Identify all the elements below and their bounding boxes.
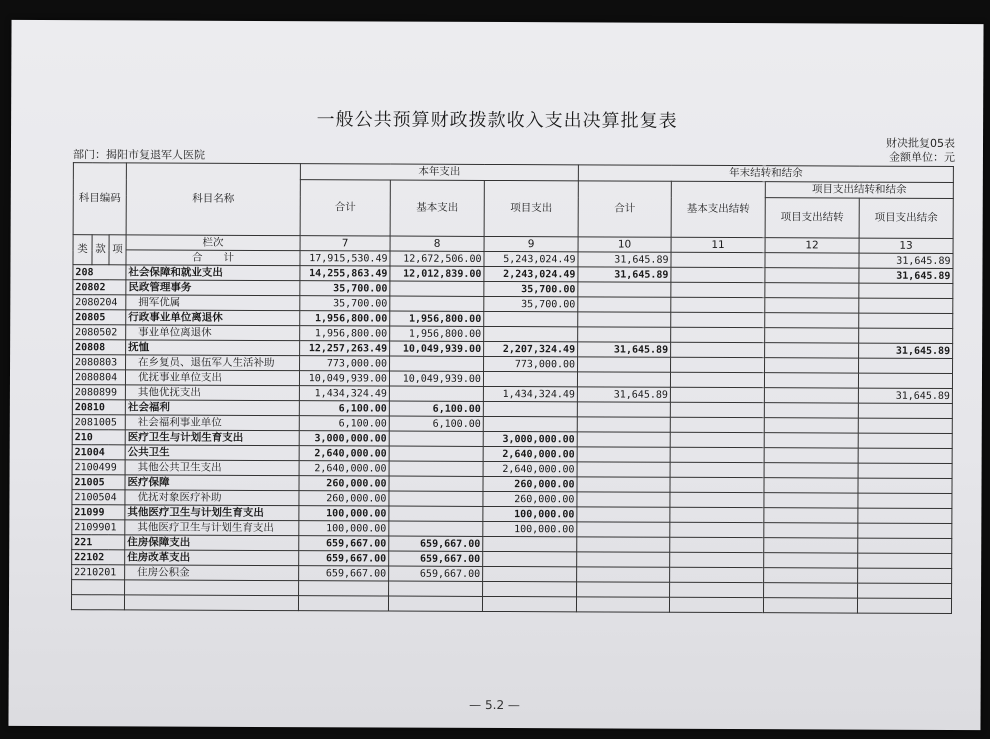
header-name: 科目名称 <box>126 163 300 236</box>
amount-cell <box>764 418 858 433</box>
header-total: 合计 <box>300 180 390 236</box>
amount-cell: 100,000.00 <box>299 521 389 536</box>
total-cell <box>671 252 765 267</box>
amount-cell <box>484 326 578 341</box>
amount-cell: 2,640,000.00 <box>299 461 389 476</box>
total-cell: 17,915,530.49 <box>300 251 390 266</box>
amount-cell <box>578 357 671 372</box>
subject-code: 20805 <box>73 310 126 325</box>
document-page <box>8 20 983 730</box>
amount-cell: 12,012,839.00 <box>390 266 484 281</box>
subject-name: 社会福利 <box>125 400 299 416</box>
amount-cell: 2,640,000.00 <box>483 461 577 476</box>
total-cell: 5,243,024.49 <box>484 251 578 266</box>
amount-cell <box>765 283 859 298</box>
amount-cell <box>764 583 858 598</box>
header-project: 项目支出 <box>484 180 578 236</box>
amount-cell <box>764 493 858 508</box>
subject-name: 公共卫生 <box>125 445 299 461</box>
total-cell: 31,645.89 <box>859 253 953 268</box>
col-num-11: 11 <box>671 237 765 252</box>
amount-cell: 773,000.00 <box>484 356 578 371</box>
subject-code: 2081005 <box>72 415 125 430</box>
amount-cell <box>299 581 389 596</box>
subject-name <box>125 580 299 596</box>
subject-name: 其他医疗卫生与计划生育支出 <box>125 520 299 536</box>
amount-cell <box>483 536 577 551</box>
amount-cell: 659,667.00 <box>389 566 483 581</box>
amount-cell <box>483 371 577 386</box>
amount-cell <box>389 581 483 596</box>
amount-cell <box>298 596 388 611</box>
amount-cell <box>859 328 953 343</box>
amount-cell <box>390 281 484 296</box>
subject-name: 民政管理事务 <box>126 280 300 296</box>
amount-cell <box>577 447 670 462</box>
amount-cell <box>858 583 952 598</box>
subject-code: 2100504 <box>72 490 125 505</box>
subject-code: 2080804 <box>72 370 125 385</box>
amount-cell <box>670 432 764 447</box>
amount-cell <box>576 597 669 612</box>
subject-name: 社会福利事业单位 <box>125 415 299 431</box>
amount-cell <box>577 372 670 387</box>
amount-cell <box>670 402 764 417</box>
header-current-year: 本年支出 <box>300 164 578 181</box>
amount-cell: 31,645.89 <box>859 343 953 358</box>
subject-name: 住房公积金 <box>125 565 299 581</box>
subject-name: 在乡复员、退伍军人生活补助 <box>126 355 300 371</box>
subject-code: 2080204 <box>73 295 126 310</box>
amount-cell <box>764 448 858 463</box>
amount-cell <box>578 312 671 327</box>
amount-cell <box>389 461 483 476</box>
amount-cell: 31,645.89 <box>858 388 952 403</box>
amount-cell <box>670 447 764 462</box>
amount-cell <box>670 552 764 567</box>
amount-cell: 659,667.00 <box>299 551 389 566</box>
amount-cell <box>858 493 952 508</box>
amount-cell: 773,000.00 <box>300 356 390 371</box>
amount-cell: 2,640,000.00 <box>483 446 577 461</box>
subject-code: 2080899 <box>72 385 125 400</box>
subject-code: 20802 <box>73 280 126 295</box>
form-id: 财决批复05表 <box>885 136 956 151</box>
amount-cell <box>670 522 764 537</box>
subject-code: 221 <box>72 535 125 550</box>
total-cell: 12,672,506.00 <box>390 251 484 266</box>
amount-cell: 6,100.00 <box>389 401 483 416</box>
subject-code: 21099 <box>72 505 125 520</box>
amount-cell <box>671 357 765 372</box>
amount-cell: 12,257,263.49 <box>300 341 390 356</box>
amount-cell <box>764 553 858 568</box>
amount-cell: 10,049,939.00 <box>390 341 484 356</box>
subject-code <box>72 580 125 595</box>
amount-cell <box>483 401 577 416</box>
amount-cell: 6,100.00 <box>389 416 483 431</box>
amount-cell <box>858 538 952 553</box>
subject-name: 其他公共卫生支出 <box>125 460 299 476</box>
amount-cell: 100,000.00 <box>299 506 389 521</box>
amount-cell <box>670 537 764 552</box>
amount-cell <box>671 312 765 327</box>
page-title: 一般公共预算财政拨款收入支出决算批复表 <box>316 109 678 132</box>
amount-cell <box>577 492 670 507</box>
amount-cell <box>764 463 858 478</box>
subject-code: 2210201 <box>72 565 125 580</box>
header-ye-proj-surplus: 项目支出结余 <box>859 198 953 238</box>
amount-cell <box>577 567 670 582</box>
amount-cell <box>577 582 670 597</box>
amount-cell: 3,000,000.00 <box>299 431 389 446</box>
amount-cell <box>858 433 952 448</box>
amount-cell <box>763 598 857 613</box>
amount-cell: 100,000.00 <box>483 506 577 521</box>
amount-cell <box>483 581 577 596</box>
subject-name: 行政事业单位离退休 <box>126 310 300 326</box>
header-lei: 类 <box>73 235 92 265</box>
amount-cell: 3,000,000.00 <box>483 431 577 446</box>
amount-cell: 1,434,324.49 <box>299 386 389 401</box>
amount-cell: 35,700.00 <box>300 296 390 311</box>
header-code: 科目编码 <box>73 163 126 235</box>
amount-cell <box>670 492 764 507</box>
header-year-end: 年末结转和结余 <box>578 165 953 183</box>
amount-cell <box>483 551 577 566</box>
amount-cell <box>859 358 953 373</box>
col-num-8: 8 <box>390 236 484 251</box>
amount-cell <box>389 431 483 446</box>
amount-cell <box>765 358 859 373</box>
amount-cell <box>388 596 482 611</box>
subject-code: 208 <box>73 265 126 280</box>
amount-cell <box>765 343 859 358</box>
amount-cell: 1,956,800.00 <box>390 311 484 326</box>
amount-cell <box>858 403 952 418</box>
page-number: — 5.2 — <box>469 697 520 713</box>
amount-cell: 260,000.00 <box>483 491 577 506</box>
amount-cell: 31,645.89 <box>859 268 953 283</box>
subject-code: 22102 <box>72 550 125 565</box>
subject-name: 住房保障支出 <box>125 535 299 551</box>
amount-cell: 260,000.00 <box>299 491 389 506</box>
amount-cell <box>577 552 670 567</box>
amount-cell <box>764 433 858 448</box>
amount-cell: 659,667.00 <box>299 536 389 551</box>
amount-cell <box>671 342 765 357</box>
subject-code: 2080502 <box>73 325 126 340</box>
amount-cell: 6,100.00 <box>299 401 389 416</box>
amount-cell <box>858 553 952 568</box>
amount-cell <box>577 507 670 522</box>
amount-cell <box>858 373 952 388</box>
amount-cell <box>671 282 765 297</box>
amount-cell <box>389 521 483 536</box>
header-ye-proj-carry: 项目支出结转 <box>765 198 859 238</box>
amount-cell <box>389 491 483 506</box>
amount-cell: 10,049,939.00 <box>389 371 483 386</box>
amount-cell <box>389 476 483 491</box>
subject-code: 21005 <box>72 475 125 490</box>
amount-cell: 1,434,324.49 <box>483 386 577 401</box>
amount-cell <box>858 418 952 433</box>
amount-cell <box>577 522 670 537</box>
amount-cell <box>670 372 764 387</box>
col-num-12: 12 <box>765 238 859 253</box>
col-num-7: 7 <box>300 236 390 251</box>
header-ye-total: 合计 <box>578 181 671 237</box>
amount-cell <box>670 477 764 492</box>
form-info <box>886 137 955 165</box>
amount-cell <box>670 387 764 402</box>
amount-cell <box>765 328 859 343</box>
subject-name: 优抚事业单位支出 <box>125 370 299 386</box>
amount-cell <box>765 268 859 283</box>
budget-table <box>71 162 954 614</box>
subject-name: 其他医疗卫生与计划生育支出 <box>125 505 299 521</box>
amount-cell: 6,100.00 <box>299 416 389 431</box>
amount-cell <box>670 507 764 522</box>
amount-cell <box>764 523 858 538</box>
amount-cell <box>858 478 952 493</box>
amount-cell <box>858 448 952 463</box>
col-num-13: 13 <box>859 238 953 253</box>
amount-cell <box>389 506 483 521</box>
amount-cell: 31,645.89 <box>577 387 670 402</box>
amount-cell <box>670 462 764 477</box>
amount-cell <box>670 582 764 597</box>
amount-cell: 31,645.89 <box>578 267 671 282</box>
header-project-carry: 项目支出结转和结余 <box>765 182 953 199</box>
amount-cell <box>670 417 764 432</box>
amount-cell <box>577 477 670 492</box>
amount-cell: 35,700.00 <box>484 281 578 296</box>
amount-cell <box>483 566 577 581</box>
amount-cell: 1,956,800.00 <box>300 311 390 326</box>
amount-cell <box>577 462 670 477</box>
amount-cell <box>389 386 483 401</box>
amount-cell <box>671 267 765 282</box>
amount-cell <box>483 416 577 431</box>
subject-name: 优抚对象医疗补助 <box>125 490 299 506</box>
total-cell <box>765 253 859 268</box>
amount-cell <box>858 508 952 523</box>
subject-name: 医疗保障 <box>125 475 299 491</box>
amount-cell <box>858 523 952 538</box>
amount-cell: 659,667.00 <box>389 536 483 551</box>
unit-label: 金额单位：元 <box>888 150 955 165</box>
subject-name: 医疗卫生与计划生育支出 <box>125 430 299 446</box>
amount-cell: 35,700.00 <box>300 281 390 296</box>
subject-name: 拥军优属 <box>126 295 300 311</box>
amount-cell <box>578 282 671 297</box>
amount-cell: 659,667.00 <box>299 566 389 581</box>
amount-cell <box>578 297 671 312</box>
amount-cell <box>482 596 576 611</box>
amount-cell <box>577 537 670 552</box>
amount-cell: 10,049,939.00 <box>299 371 389 386</box>
amount-cell <box>857 598 951 613</box>
amount-cell: 659,667.00 <box>389 551 483 566</box>
amount-cell: 31,645.89 <box>578 342 671 357</box>
amount-cell: 1,956,800.00 <box>300 326 390 341</box>
header-basic: 基本支出 <box>390 180 484 236</box>
subject-name: 事业单位离退休 <box>126 325 300 341</box>
amount-cell <box>578 327 671 342</box>
amount-cell: 14,255,863.49 <box>300 266 390 281</box>
amount-cell <box>765 298 859 313</box>
amount-cell <box>859 313 953 328</box>
amount-cell <box>765 313 859 328</box>
amount-cell <box>764 508 858 523</box>
amount-cell: 260,000.00 <box>299 476 389 491</box>
header-ye-basic: 基本支出结转 <box>671 181 765 237</box>
total-row-label: 合 计 <box>126 250 300 266</box>
amount-cell <box>858 463 952 478</box>
amount-cell <box>764 478 858 493</box>
amount-cell <box>764 373 858 388</box>
subject-code: 2100499 <box>72 460 125 475</box>
amount-cell: 100,000.00 <box>483 521 577 536</box>
amount-cell <box>764 403 858 418</box>
amount-cell: 2,640,000.00 <box>299 446 389 461</box>
total-cell: 31,645.89 <box>578 252 671 267</box>
header-kuan: 款 <box>92 235 109 265</box>
col-num-10: 10 <box>578 237 671 252</box>
department-label: 部门：揭阳市复退军人医院 <box>72 148 205 162</box>
amount-cell <box>484 311 578 326</box>
subject-name <box>124 595 298 611</box>
header-xiang: 项 <box>109 235 126 265</box>
subject-code: 2080803 <box>73 355 126 370</box>
amount-cell <box>858 568 952 583</box>
subject-code: 20808 <box>73 340 126 355</box>
amount-cell <box>390 296 484 311</box>
amount-cell <box>670 567 764 582</box>
amount-cell <box>669 597 763 612</box>
subject-name: 其他优抚支出 <box>125 385 299 401</box>
subject-code: 20810 <box>72 400 125 415</box>
amount-cell: 35,700.00 <box>484 296 578 311</box>
amount-cell <box>577 432 670 447</box>
amount-cell <box>390 356 484 371</box>
subject-name: 住房改革支出 <box>125 550 299 566</box>
subject-code: 2109901 <box>72 520 125 535</box>
amount-cell <box>859 283 953 298</box>
amount-cell: 2,207,324.49 <box>484 341 578 356</box>
amount-cell: 2,243,024.49 <box>484 266 578 281</box>
amount-cell <box>671 327 765 342</box>
subject-name: 社会保障和就业支出 <box>126 265 300 281</box>
header-lanci: 栏次 <box>126 235 300 251</box>
amount-cell <box>764 538 858 553</box>
col-num-9: 9 <box>484 236 578 251</box>
amount-cell <box>577 402 670 417</box>
amount-cell <box>671 297 765 312</box>
amount-cell <box>859 298 953 313</box>
amount-cell <box>577 417 670 432</box>
table-row <box>71 595 951 614</box>
subject-code: 21004 <box>72 445 125 460</box>
amount-cell <box>389 446 483 461</box>
amount-cell <box>764 388 858 403</box>
subject-name: 抚恤 <box>126 340 300 356</box>
subject-code: 210 <box>72 430 125 445</box>
amount-cell <box>764 568 858 583</box>
amount-cell: 260,000.00 <box>483 476 577 491</box>
subject-code <box>71 595 124 610</box>
amount-cell: 1,956,800.00 <box>390 326 484 341</box>
